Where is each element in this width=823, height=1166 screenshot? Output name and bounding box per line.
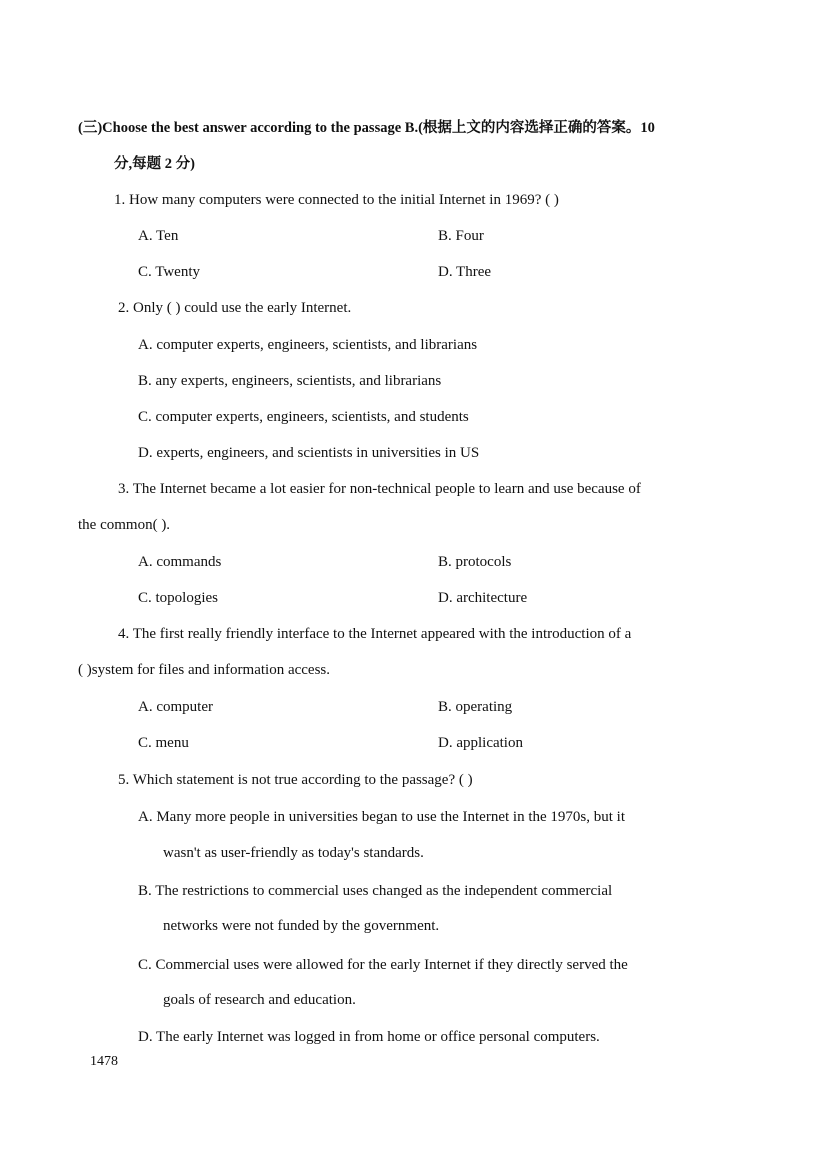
question-4-option-c: C. menu: [138, 735, 189, 751]
question-5-option-c-line-2: goals of research and education.: [163, 992, 356, 1008]
question-4-option-a: A. computer: [138, 699, 213, 715]
question-5-option-d-line-1: D. The early Internet was logged in from home or office personal computers.: [138, 1029, 600, 1045]
question-4-option-b: B. operating: [438, 699, 513, 715]
question-4-stem-line-2: ( )system for files and information access.: [78, 662, 331, 678]
question-2-stem: 2. Only ( ) could use the early Internet.: [118, 300, 352, 316]
question-1-stem: 1. How many computers were connected to the initial Internet in 1969? ( ): [114, 192, 559, 208]
question-1-option-c: C. Twenty: [138, 264, 201, 280]
question-2-option-c: C. computer experts, engineers, scientists, and students: [138, 409, 469, 425]
question-3-stem-line-2: the common( ).: [78, 517, 171, 533]
question-2-option-b: B. any experts, engineers, scientists, and librarians: [138, 373, 442, 389]
question-3-stem-line-1: 3. The Internet became a lot easier for non-technical people to learn and use because of: [118, 481, 641, 497]
question-2-option-a: A. computer experts, engineers, scientists, and librarians: [138, 337, 478, 353]
page-number: 1478: [90, 1054, 118, 1069]
question-4-option-d: D. application: [438, 735, 523, 751]
section-title-line-2: 分,每题 2 分): [114, 156, 195, 172]
question-1-option-d: D. Three: [438, 264, 492, 280]
question-5-option-b-line-2: networks were not funded by the government.: [163, 918, 440, 934]
question-3-option-a: A. commands: [138, 554, 222, 570]
question-3-option-d: D. architecture: [438, 590, 528, 606]
question-3-option-b: B. protocols: [438, 554, 512, 570]
question-5-stem: 5. Which statement is not true according to the passage? ( ): [118, 772, 473, 788]
question-4-stem-line-1: 4. The first really friendly interface to the Internet appeared with the introduction of a: [118, 626, 632, 642]
question-5-option-a-line-2: wasn't as user-friendly as today's standards.: [163, 845, 424, 861]
question-1-option-a: A. Ten: [138, 228, 179, 244]
question-5-option-c-line-1: C. Commercial uses were allowed for the early Internet if they directly served the: [138, 957, 628, 973]
section-title-line-1: (三)Choose the best answer according to the passage B.(根据上文的内容选择正确的答案。10: [78, 120, 655, 136]
question-3-option-c: C. topologies: [138, 590, 219, 606]
question-1-option-b: B. Four: [438, 228, 484, 244]
question-5-option-b-line-1: B. The restrictions to commercial uses changed as the independent commercial: [138, 883, 613, 899]
question-5-option-a-line-1: A. Many more people in universities began to use the Internet in the 1970s, but it: [138, 809, 625, 825]
question-2-option-d: D. experts, engineers, and scientists in universities in US: [138, 445, 480, 461]
